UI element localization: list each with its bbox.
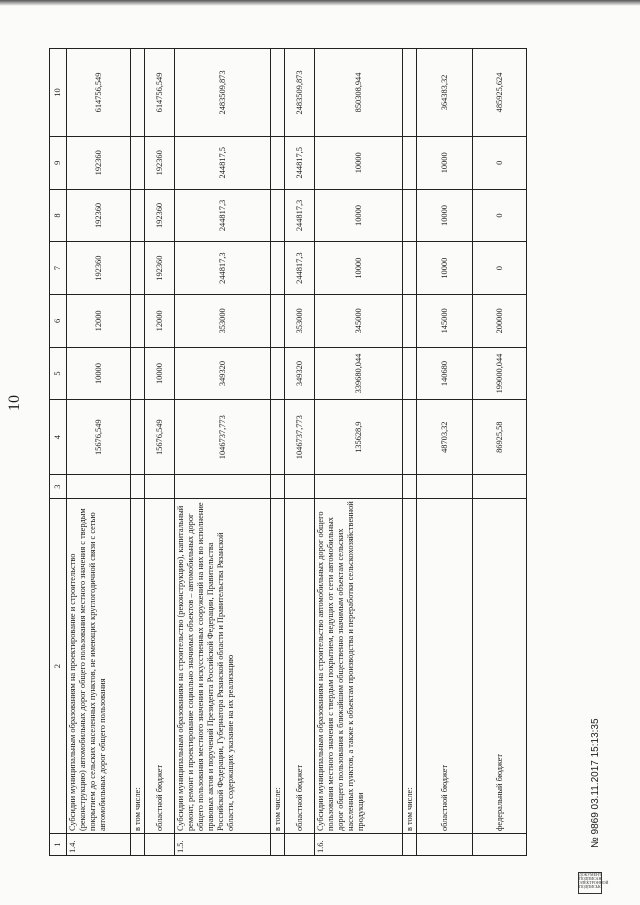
value-cell-c5: 10000 (67, 347, 131, 400)
value-cell-c9: 0 (473, 136, 527, 189)
value-cell-c10: 614756,549 (67, 49, 131, 137)
value-cell-c8: 192360 (145, 189, 175, 242)
value-cell-c4 (403, 400, 417, 475)
value-cell-c3 (131, 475, 145, 499)
table-row (473, 49, 527, 856)
value-cell-c9: 244817,5 (285, 136, 315, 189)
value-cell-c10: 614756,549 (145, 49, 175, 137)
value-cell-c7: 10000 (417, 242, 473, 295)
value-cell-c6: 353000 (285, 295, 315, 348)
value-cell-c9: 244817,5 (175, 136, 271, 189)
page-number: 10 (6, 395, 23, 411)
value-cell-c7: 0 (473, 242, 527, 295)
value-cell-c3 (67, 475, 131, 499)
value-cell-c9 (403, 136, 417, 189)
table-row (175, 49, 271, 856)
value-cell-c5 (131, 347, 145, 400)
value-cell-c9: 192360 (145, 136, 175, 189)
row-number-cell (403, 834, 417, 856)
table-body (67, 49, 527, 856)
value-cell-c4 (131, 400, 145, 475)
value-cell-c10 (131, 49, 145, 137)
value-cell-c4 (271, 400, 285, 475)
value-cell-c7: 244817,3 (285, 242, 315, 295)
value-cell-c8: 10000 (315, 189, 403, 242)
header-row (50, 49, 67, 856)
header-col-5: 5 (50, 347, 67, 400)
value-cell-c6: 200000 (473, 295, 527, 348)
value-cell-c10 (271, 49, 285, 137)
value-cell-c3 (473, 475, 527, 499)
row-label-cell: областной бюджет (417, 499, 473, 834)
value-cell-c6: 145000 (417, 295, 473, 348)
value-cell-c7: 192360 (145, 242, 175, 295)
row-label-cell: областной бюджет (145, 499, 175, 834)
table-row (285, 49, 315, 856)
row-label-cell: областной бюджет (285, 499, 315, 834)
value-cell-c5 (403, 347, 417, 400)
table-row (67, 49, 131, 856)
header-col-4: 4 (50, 400, 67, 475)
value-cell-c6 (403, 295, 417, 348)
value-cell-c3 (417, 475, 473, 499)
value-cell-c8: 192360 (67, 189, 131, 242)
value-cell-c6 (271, 295, 285, 348)
row-number-cell (473, 834, 527, 856)
value-cell-c8: 10000 (417, 189, 473, 242)
row-label-cell: Субсидии муниципальным образованиям на строительство (реконструкцию), капитальный ремонт, ремонт и проектирование социально значимых объектов – автомобильных дорог общего пользования местного значения и искусственных сооружений на них во исполнение правовых актов и поручений Президента Российской Федерации, Правительства Российской Федерации, Губернатора Рязанской области и Правительства Рязанской области, содержащих указание на их реализацию (175, 499, 271, 834)
row-label-cell: федеральный бюджет (473, 499, 527, 834)
table-row (271, 49, 285, 856)
value-cell-c10: 850308,944 (315, 49, 403, 137)
value-cell-c7: 10000 (315, 242, 403, 295)
row-number-cell: 1.5. (175, 834, 271, 856)
table-row (417, 49, 473, 856)
value-cell-c10: 485925,624 (473, 49, 527, 137)
value-cell-c10: 2483509,873 (175, 49, 271, 137)
header-col-1: 1 (50, 834, 67, 856)
header-col-3: 3 (50, 475, 67, 499)
table-row (403, 49, 417, 856)
value-cell-c10: 364383,32 (417, 49, 473, 137)
header-col-9: 9 (50, 136, 67, 189)
value-cell-c4: 48703,32 (417, 400, 473, 475)
value-cell-c6: 345000 (315, 295, 403, 348)
header-col-7: 7 (50, 242, 67, 295)
value-cell-c9 (271, 136, 285, 189)
value-cell-c4: 15676,549 (145, 400, 175, 475)
row-label-cell: в том числе: (131, 499, 145, 834)
value-cell-c4: 135628,9 (315, 400, 403, 475)
value-cell-c4: 86925,58 (473, 400, 527, 475)
row-label-cell: в том числе: (403, 499, 417, 834)
value-cell-c10: 2483509,873 (285, 49, 315, 137)
value-cell-c5 (271, 347, 285, 400)
header-col-6: 6 (50, 295, 67, 348)
value-cell-c8 (271, 189, 285, 242)
value-cell-c7 (403, 242, 417, 295)
row-number-cell (145, 834, 175, 856)
value-cell-c3 (271, 475, 285, 499)
table-row (131, 49, 145, 856)
value-cell-c7 (271, 242, 285, 295)
value-cell-c8: 244817,3 (175, 189, 271, 242)
value-cell-c6 (131, 295, 145, 348)
value-cell-c5: 140680 (417, 347, 473, 400)
row-number-cell (131, 834, 145, 856)
value-cell-c6: 12000 (145, 295, 175, 348)
value-cell-c8 (403, 189, 417, 242)
value-cell-c7: 244817,3 (175, 242, 271, 295)
signature-stamp (578, 872, 609, 894)
value-cell-c5: 339680,044 (315, 347, 403, 400)
value-cell-c5: 10000 (145, 347, 175, 400)
value-cell-c5: 349320 (285, 347, 315, 400)
value-cell-c6: 353000 (175, 295, 271, 348)
budget-table (49, 48, 527, 856)
value-cell-c8: 244817,3 (285, 189, 315, 242)
value-cell-c10 (403, 49, 417, 137)
value-cell-c8: 0 (473, 189, 527, 242)
value-cell-c5: 199000,044 (473, 347, 527, 400)
row-number-cell: 1.4. (67, 834, 131, 856)
row-number-cell: 1.6. (315, 834, 403, 856)
value-cell-c3 (315, 475, 403, 499)
value-cell-c4: 1046737,773 (285, 400, 315, 475)
budget-table-rotated (49, 48, 627, 856)
header-col-2: 2 (50, 499, 67, 834)
row-number-cell (417, 834, 473, 856)
value-cell-c3 (145, 475, 175, 499)
row-label-cell: Субсидии муниципальным образованиям на проектирование и строительство (реконструкцию) автомобильных дорог общего пользования местного значения с твердым покрытием до сельских населенных пунктов, не имеющих круглогодичной связи с сетью автомобильных дорог общего пользования (67, 499, 131, 834)
value-cell-c3 (175, 475, 271, 499)
value-cell-c4: 1046737,773 (175, 400, 271, 475)
value-cell-c7: 192360 (67, 242, 131, 295)
value-cell-c5: 349320 (175, 347, 271, 400)
header-col-10: 10 (50, 49, 67, 137)
row-label-cell: Субсидии муниципальным образованиям на строительство автомобильных дорог общего пользования местного значения с твердым покрытием, ведущих от сети автомобильных дорог общего пользования к ближайшим общественно значимым объектам сельских населенных пунктов, а также к объектам производства и переработки сельскохозяйственной продукции (315, 499, 403, 834)
value-cell-c9 (131, 136, 145, 189)
table-row (315, 49, 403, 856)
value-cell-c8 (131, 189, 145, 242)
value-cell-c9: 10000 (315, 136, 403, 189)
stamp-text: ДОКУМЕНТ ПОДПИСАН ЭЛЕКТРОННОЙ ПОДПИСЬЮ (579, 872, 609, 889)
value-cell-c9: 192360 (67, 136, 131, 189)
footer-doc-mark: № 9869 03.11.2017 15:13:35 (590, 718, 601, 848)
value-cell-c6: 12000 (67, 295, 131, 348)
value-cell-c4: 15676,549 (67, 400, 131, 475)
value-cell-c3 (285, 475, 315, 499)
header-col-8: 8 (50, 189, 67, 242)
scan-edge (0, 0, 640, 6)
value-cell-c7 (131, 242, 145, 295)
value-cell-c9: 10000 (417, 136, 473, 189)
row-number-cell (285, 834, 315, 856)
row-number-cell (271, 834, 285, 856)
row-label-cell: в том числе: (271, 499, 285, 834)
table-row (145, 49, 175, 856)
value-cell-c3 (403, 475, 417, 499)
